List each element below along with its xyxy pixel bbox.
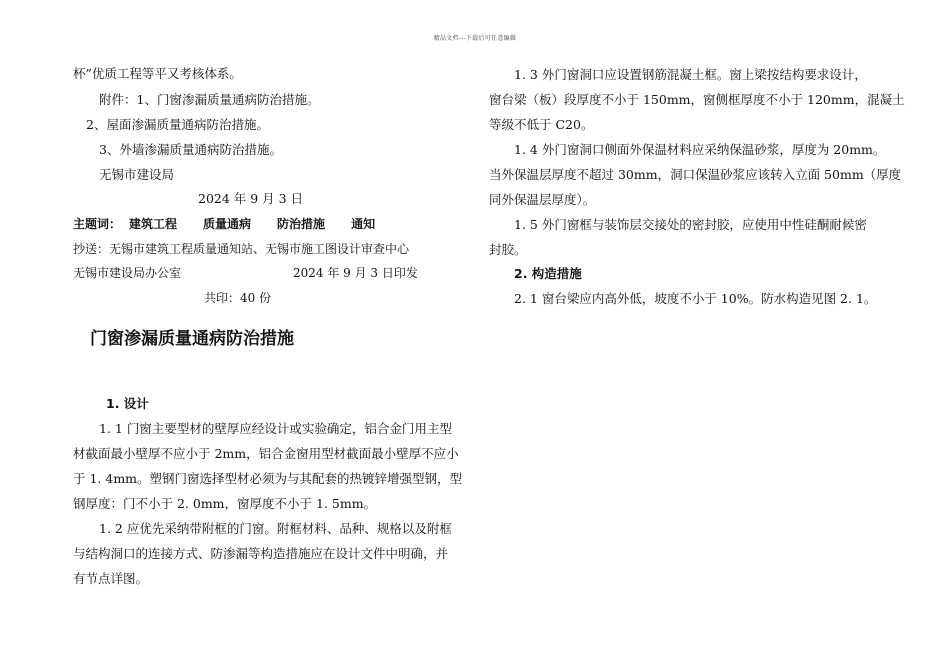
paragraph-line: 2. 1 窗台梁应内高外低，坡度不小于 10%。防水构造见图 2. 1。 [514,291,877,306]
paragraph-line: 1. 4 外门窗洞口侧面外保温材料应采纳保温砂浆，厚度为 20mm。 [514,142,886,157]
issuing-office: 无锡市建设局办公室 [73,266,182,280]
attachment-3: 3、外墙渗漏质量通病防治措施。 [99,142,282,157]
issuer-name: 无锡市建设局 [99,167,175,182]
subject-term: 质量通病 [203,217,252,231]
paragraph-line: 窗台梁（板）段厚度不小于 150mm，窗侧框厚度不小于 120mm，混凝土 [489,92,905,107]
subject-term: 防治措施 [277,217,326,231]
issue-date: 2024 年 9 月 3 日 [198,191,304,206]
document-title: 门窗渗漏质量通病防治措施 [90,329,294,349]
paragraph-line: 材截面最小壁厚不应小于 2mm，铝合金窗用型材截面最小壁厚不应小 [73,446,459,461]
paragraph-line: 当外保温层厚度不超过 30mm，洞口保温砂浆应该转入立面 50mm（厚度 [489,167,902,182]
cc-line: 抄送：无锡市建筑工程质量通知站、无锡市施工图设计审查中心 [73,242,410,256]
paragraph-line: 钢厚度：门不小于 2. 0mm，窗厚度不小于 1. 5mm。 [73,496,377,511]
paragraph-line: 1. 1 门窗主要型材的壁厚应经设计或实验确定，铝合金门用主型 [99,421,452,436]
paragraph-line: 有节点详图。 [73,571,149,586]
page-header-note: 精品文档---下载后可任意编辑 [433,35,517,42]
paragraph-line: 与结构洞口的连接方式、防渗漏等构造措施应在设计文件中明确，并 [73,546,449,561]
copies-count: 共印：40 份 [204,291,272,305]
paragraph-line: 同外保温层厚度）。 [489,192,596,207]
paragraph-line: 等级不低于 C20。 [489,117,594,132]
print-date: 2024 年 9 月 3 日印发 [293,266,418,280]
subject-label: 主题词： [73,217,122,231]
subject-term: 通知 [351,217,376,231]
section-2-heading: 2. 构造措施 [514,266,582,281]
attachment-2: 2、屋面渗漏质量通病防治措施。 [86,117,269,132]
subject-terms-row [73,216,401,232]
attachment-1: 附件：1、门窗渗漏质量通病防治措施。 [99,92,320,107]
paragraph-line: 于 1. 4mm。塑钢门窗选择型材必须为与其配套的热镀锌增强型钢，型 [73,471,463,486]
section-1-heading: 1. 设计 [106,396,149,411]
paragraph-line: 1. 2 应优先采纳带附框的门窗。附框材料、品种、规格以及附框 [99,521,452,536]
paragraph-line: 封胶。 [489,242,527,257]
continuation-line: 杯”优质工程等平又考核体系。 [73,66,242,81]
paragraph-line: 1. 3 外门窗洞口应设置钢筋混凝土框。窗上梁按结构要求设计， [514,67,867,82]
subject-term: 建筑工程 [129,217,178,231]
paragraph-line: 1. 5 外门窗框与装饰层交接处的密封胶，应使用中性硅酮耐候密 [514,217,867,232]
